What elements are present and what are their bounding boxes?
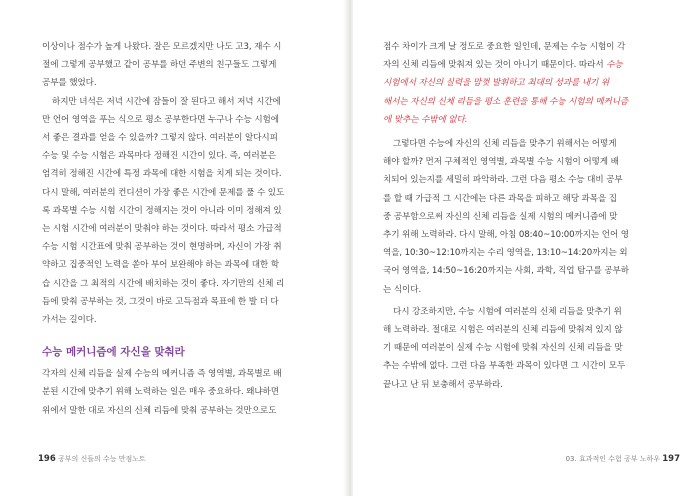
text-line: 치되어 있는지를 세밀히 파악하라. 그런 다음 평소 수능 대비 공부 (383, 175, 623, 186)
left-page-footer (38, 454, 146, 464)
text-line: 수능 및 수능 시험은 과목마다 정해진 시간이 있다. 즉, 여러분은 (42, 151, 276, 162)
left-paragraph-3 (42, 365, 318, 420)
text-line: 만 언어 영역을 푸는 식으로 평소 공부한다면 누구나 수능 시험에 (42, 114, 279, 125)
text-line: 가서는 길이다. (42, 315, 97, 326)
text-line (383, 56, 661, 74)
running-title: 공부의 신들의 수능 만점노트 (57, 455, 146, 463)
text-line: 각자의 신체 리듬을 실제 수능의 메커니즘 즉 영역별, 과목별로 배 (42, 369, 282, 380)
text-line: 분된 시간에 맞추기 위해 노력하는 일은 매우 중요하다. 왜냐하면 (42, 387, 279, 398)
text-line: 끝나고 난 뒤 보충해서 공부하라. (383, 379, 503, 390)
text-line: 국어 영역을, 14:50~16:20까지는 사회, 과학, 직업 탐구를 공부하 (383, 266, 629, 277)
text-line: 는 시험 시간에 여러분이 맞춰야 하는 것이다. 따라서 평소 가급적 (42, 224, 282, 235)
highlighted-text: 수능 (606, 60, 623, 71)
text-line: 다시 말해, 여러분의 컨디션이 가장 좋은 시간에 문제를 풀 수 있도 (42, 187, 285, 198)
highlighted-text-line: 시험에서 자신의 실력을 맘껏 발휘하고 최대의 성과를 내기 위 (383, 78, 610, 89)
text-line: 를 할 때 가급적 그 시간에는 다른 과목을 피하고 해당 과목을 집 (383, 193, 617, 204)
right-page-footer (566, 454, 680, 464)
left-paragraph-2 (42, 93, 318, 330)
text-line: 그렇다면 수능에 자신의 신체 리듬을 맞추기 위해서는 어떻게 (393, 139, 617, 150)
right-paragraph-1 (383, 38, 661, 129)
highlighted-text-line: 에 맞추는 수밖에 없다. (383, 114, 468, 125)
text-line: 록 과목별 수능 시험 시간이 정해지는 것이 아니라 이미 정해져 있 (42, 205, 282, 216)
text-line: 다시 강조하지만, 수능 시험에 여러분의 신체 리듬을 맞추기 위 (393, 306, 622, 317)
left-page (0, 0, 347, 496)
page-number: 196 (38, 454, 56, 464)
text-line: 절에 그렇게 공부했고 같이 공부를 하던 주변의 친구들도 그렇게 (42, 60, 277, 71)
text-line: 역을, 10:30~12:10까지는 수리 영역을, 13:10~14:20까지는 외 (383, 248, 628, 259)
text-line: 수능 시험 시간표에 맞춰 공부하는 것이 현명하며, 자신이 가장 취 (42, 242, 282, 253)
right-paragraph-2 (383, 135, 661, 299)
text-line: 점수 차이가 크게 날 정도로 중요한 일인데, 문제는 수능 시험이 각 (383, 42, 626, 52)
highlighted-text-line: 해서는 자신의 신체 리듬을 평소 훈련을 통해 수능 시험의 메커니즘 (383, 96, 629, 107)
text-line: 이상이나 점수가 높게 나왔다. 잘은 모르겠지만 나도 고3, 재수 시 (42, 42, 282, 52)
text-line: 추기 위해 노력하라. 다시 말해, 아침 08:40~10:00까지는 언어 영 (383, 230, 629, 241)
text-segment: 자의 신체 리듬에 맞춰져 있는 것이 아니기 때문이다. 따라서 (383, 60, 607, 71)
text-line: 하지만 녀석은 저녁 시간에 잠들이 잘 된다고 해서 저녁 시간에 (52, 96, 281, 107)
right-paragraph-3 (383, 303, 661, 394)
text-line: 해 노력하라. 절대로 시험은 여러분의 신체 리듬에 맞춰져 있지 않 (383, 325, 623, 336)
text-line: 중 공부함으로써 자신의 신체 리듬을 실제 시험의 메커니즘에 맞 (383, 211, 618, 222)
text-line: 해야 할까? 먼저 구체적인 영역별, 과목별 수능 시험이 어떻게 배 (383, 157, 619, 168)
left-text-column (42, 38, 318, 420)
text-line: 습 시간을 그 최적의 시간에 배치하는 것이 좋다. 자기만의 신체 리 (42, 278, 285, 289)
left-paragraph-1 (42, 38, 318, 93)
text-line: 약하고 집중적인 노력을 쏟아 부어 보완해야 하는 과목에 대한 학 (42, 260, 279, 271)
text-line: 듬에 맞춰 공부하는 것, 그것이 바로 고득점과 목표에 한 발 더 다 (42, 296, 279, 307)
right-page (353, 0, 700, 496)
text-line: 는 식이다. (383, 284, 422, 295)
page-number: 197 (662, 454, 680, 464)
right-text-column (383, 38, 661, 394)
text-line: 공부를 했었다. (42, 78, 97, 89)
text-line: 기 때문에 여러분이 실제 수능 시험에 맞춰 자신의 신체 리듬을 맞 (383, 343, 623, 354)
text-line: 추는 수밖에 없다. 그런 다음 부족한 과목이 있다면 그 시간이 모두 (383, 361, 626, 372)
text-line: 서 좋은 결과를 얻을 수 있을까? 그렇지 않다. 여러분이 알다시피 (42, 133, 278, 144)
running-title: 03. 효과적인 수험 공부 노하우 (565, 455, 661, 463)
text-line: 엄격히 정해진 시간에 특정 과목에 대한 시험을 치게 되는 것이다. (42, 169, 282, 180)
section-heading: 수능 메커니즘에 자신을 맞춰라 (42, 346, 185, 359)
text-line: 위에서 말한 대로 자신의 신체 리듬에 맞춰 공부하는 것만으로도 (42, 405, 277, 416)
